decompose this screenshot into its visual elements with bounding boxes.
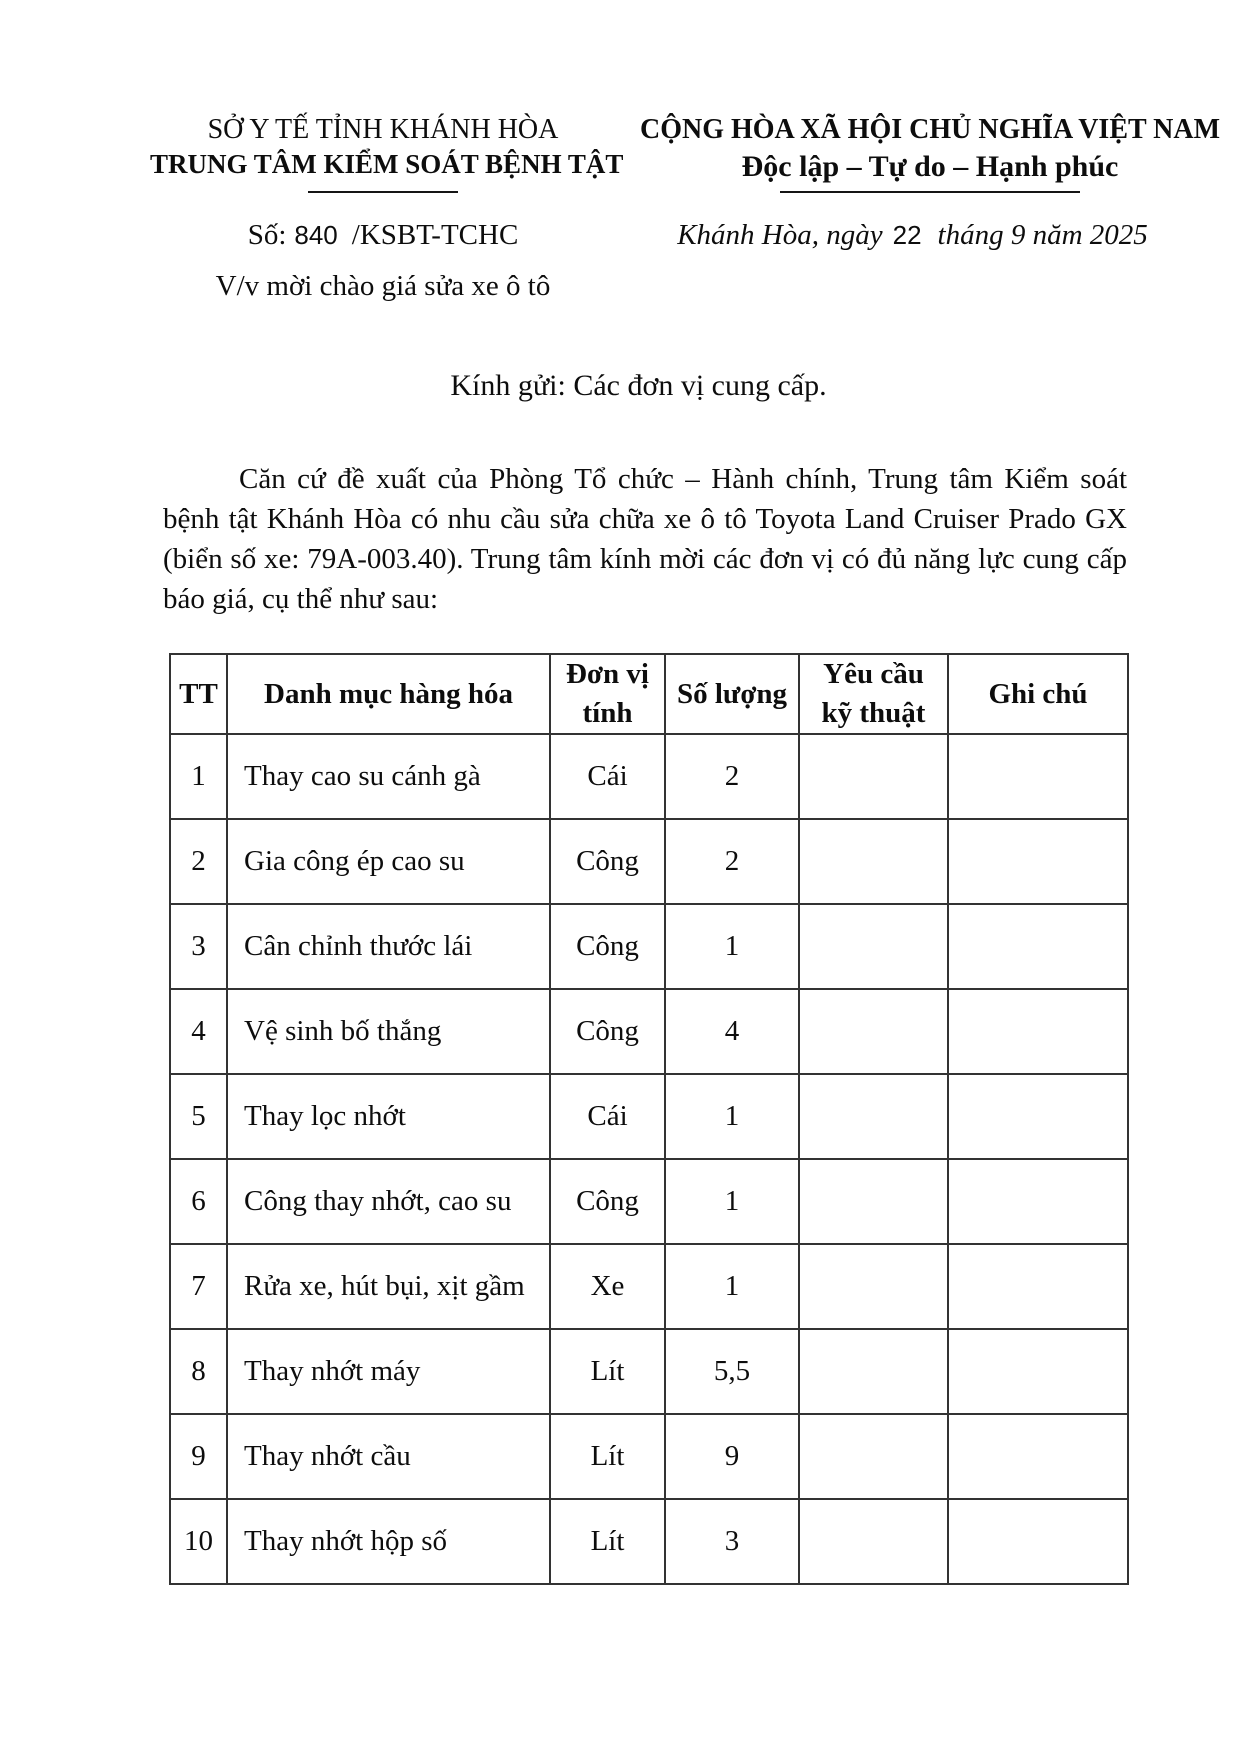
national-motto-line2: Độc lập – Tự do – Hạnh phúc xyxy=(741,150,1119,183)
table-cell xyxy=(799,1329,948,1414)
date-block xyxy=(616,219,1185,252)
table-cell: 1 xyxy=(170,734,227,819)
table-cell: Công xyxy=(550,819,665,904)
table-cell xyxy=(799,819,948,904)
table-cell: Công xyxy=(550,904,665,989)
table-cell: Thay lọc nhớt xyxy=(227,1074,550,1159)
doc-number-suffix: /KSBT-TCHC xyxy=(351,219,519,252)
table-cell: Thay nhớt cầu xyxy=(227,1414,550,1499)
table-cell xyxy=(948,1414,1128,1499)
table-row xyxy=(170,1414,1128,1499)
table-cell: 5,5 xyxy=(665,1329,799,1414)
table-cell: 9 xyxy=(665,1414,799,1499)
table-cell: 3 xyxy=(170,904,227,989)
table-cell: 2 xyxy=(665,734,799,819)
table-cell: 5 xyxy=(170,1074,227,1159)
table-cell xyxy=(799,1244,948,1329)
col-header-quantity: Số lượng xyxy=(665,654,799,734)
table-row xyxy=(170,1499,1128,1584)
table-header-row xyxy=(170,654,1128,734)
table-cell: 6 xyxy=(170,1159,227,1244)
table-row xyxy=(170,989,1128,1074)
org-underline xyxy=(308,191,458,193)
document-header xyxy=(150,112,1221,193)
quote-items-table xyxy=(169,653,1129,1585)
table-cell xyxy=(948,1074,1128,1159)
table-cell: Thay cao su cánh gà xyxy=(227,734,550,819)
motto-underline xyxy=(780,191,1080,193)
table-cell: Cân chỉnh thước lái xyxy=(227,904,550,989)
table-row xyxy=(170,1159,1128,1244)
table-cell: Rửa xe, hút bụi, xịt gầm xyxy=(227,1244,550,1329)
table-header xyxy=(170,654,1128,734)
table-cell: Công xyxy=(550,989,665,1074)
table-cell: Lít xyxy=(550,1499,665,1584)
table-body xyxy=(170,734,1128,1584)
table-cell xyxy=(799,1499,948,1584)
col-header-tech-req: Yêu cầu kỹ thuật xyxy=(799,654,948,734)
org-name: TRUNG TÂM KIỂM SOÁT BỆNH TẬT xyxy=(150,149,624,179)
table-cell: 2 xyxy=(665,819,799,904)
table-cell: Thay nhớt máy xyxy=(227,1329,550,1414)
table-cell: 3 xyxy=(665,1499,799,1584)
table-row xyxy=(170,1074,1128,1159)
table-cell: 2 xyxy=(170,819,227,904)
document-number xyxy=(150,219,616,252)
table-cell: 1 xyxy=(665,1074,799,1159)
table-cell: 1 xyxy=(665,904,799,989)
table-cell xyxy=(948,1244,1128,1329)
table-cell: 4 xyxy=(665,989,799,1074)
doc-number-block xyxy=(150,219,616,303)
col-header-item: Danh mục hàng hóa xyxy=(227,654,550,734)
table-cell xyxy=(948,819,1128,904)
table-cell: 1 xyxy=(665,1159,799,1244)
table-row xyxy=(170,819,1128,904)
doc-number-value: 840 xyxy=(294,220,338,251)
document-subject: V/v mời chào giá sửa xe ô tô xyxy=(215,270,551,303)
table-cell: Cái xyxy=(550,734,665,819)
table-cell xyxy=(799,734,948,819)
table-cell xyxy=(948,904,1128,989)
doc-number-label: Số: xyxy=(247,219,287,252)
table-cell xyxy=(948,734,1128,819)
table-cell: 7 xyxy=(170,1244,227,1329)
table-cell: 9 xyxy=(170,1414,227,1499)
table-cell xyxy=(799,904,948,989)
issuing-org-block xyxy=(150,112,624,193)
col-header-tt: TT xyxy=(170,654,227,734)
table-cell xyxy=(948,1329,1128,1414)
table-cell: Lít xyxy=(550,1329,665,1414)
table-cell xyxy=(948,989,1128,1074)
date-suffix: tháng 9 năm 2025 xyxy=(937,219,1148,252)
table-cell xyxy=(948,1499,1128,1584)
table-cell: 8 xyxy=(170,1329,227,1414)
document-meta-row xyxy=(150,219,1185,303)
table-cell: 4 xyxy=(170,989,227,1074)
date-day-value: 22 xyxy=(892,220,922,251)
table-cell: 1 xyxy=(665,1244,799,1329)
date-prefix: Khánh Hòa, ngày xyxy=(677,219,883,252)
table-cell: Gia công ép cao su xyxy=(227,819,550,904)
col-header-unit: Đơn vị tính xyxy=(550,654,665,734)
table-cell: Vệ sinh bố thắng xyxy=(227,989,550,1074)
table-cell xyxy=(799,1159,948,1244)
table-cell xyxy=(799,989,948,1074)
table-cell: 10 xyxy=(170,1499,227,1584)
table-cell: Công thay nhớt, cao su xyxy=(227,1159,550,1244)
body-paragraph: Căn cứ đề xuất của Phòng Tổ chức – Hành chính, Trung tâm Kiểm soát bệnh tật Khánh Hòa có nhu cầu sửa chữa xe ô tô Toyota Land Cruiser Prado GX (biển số xe: 79A-003.40). Trung tâm kính mời các đơn vị có đủ năng lực cung cấp báo giá, cụ thể như sau: xyxy=(163,463,1127,616)
table-cell xyxy=(799,1074,948,1159)
national-header-block xyxy=(616,112,1220,193)
table-row xyxy=(170,734,1128,819)
table-cell: Công xyxy=(550,1159,665,1244)
table-cell: Xe xyxy=(550,1244,665,1329)
table-cell: Thay nhớt hộp số xyxy=(227,1499,550,1584)
table-row xyxy=(170,904,1128,989)
table-cell: Lít xyxy=(550,1414,665,1499)
table-cell xyxy=(948,1159,1128,1244)
org-parent-name: SỞ Y TẾ TỈNH KHÁNH HÒA xyxy=(207,114,559,145)
date-line xyxy=(640,219,1185,252)
table-row xyxy=(170,1329,1128,1414)
table-cell: Cái xyxy=(550,1074,665,1159)
table-row xyxy=(170,1244,1128,1329)
salutation: Kính gửi: Các đơn vị cung cấp. xyxy=(450,369,827,403)
table-cell xyxy=(799,1414,948,1499)
national-motto-line1: CỘNG HÒA XÃ HỘI CHỦ NGHĨA VIỆT NAM xyxy=(640,114,1221,145)
col-header-notes: Ghi chú xyxy=(948,654,1128,734)
